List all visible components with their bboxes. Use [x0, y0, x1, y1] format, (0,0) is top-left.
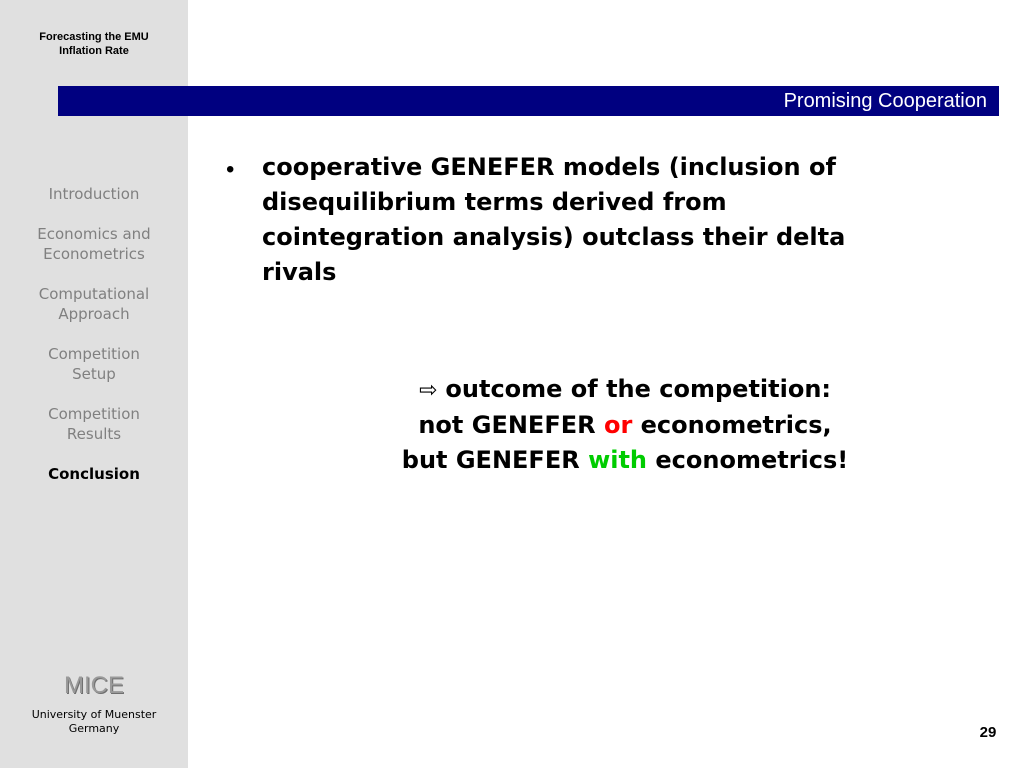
bullet-line: cooperative GENEFER models (inclusion of: [262, 153, 836, 181]
nav-item-label: Conclusion: [48, 465, 140, 483]
bullet-icon: •: [226, 156, 235, 183]
presentation-title-line1: Forecasting the EMU: [39, 31, 149, 43]
nav-item-label: Results: [66, 425, 122, 443]
slide-title: Promising Cooperation: [783, 90, 987, 112]
bullet-point: [262, 150, 962, 290]
nav-item-label: Introduction: [48, 185, 140, 203]
nav-item-competition-setup[interactable]: [0, 344, 188, 384]
bullet-line: rivals: [262, 258, 337, 286]
mice-logo: MICE: [64, 672, 124, 699]
presentation-title-line2: Inflation Rate: [59, 45, 129, 57]
nav-item-conclusion[interactable]: [0, 464, 188, 484]
presentation-title: [0, 30, 188, 58]
nav-item-competition-results[interactable]: [0, 404, 188, 444]
bullet-line: cointegration analysis) outclass their delta: [262, 223, 846, 251]
bullet-line: disequilibrium terms derived from: [262, 188, 727, 216]
highlight-with: with: [588, 446, 648, 474]
outcome-text: econometrics,: [632, 411, 832, 439]
nav-item-label: Approach: [58, 305, 130, 323]
university-line1: University of Muenster: [31, 708, 157, 721]
nav-item-label: Competition: [48, 345, 140, 363]
nav-item-label: Computational: [38, 285, 150, 303]
section-nav: [0, 184, 188, 504]
outcome-statement: [300, 372, 950, 478]
university-line2: Germany: [68, 722, 120, 735]
nav-item-introduction[interactable]: [0, 184, 188, 204]
outcome-text: not GENEFER: [418, 411, 604, 439]
university-name: [0, 708, 188, 736]
outcome-text: but GENEFER: [401, 446, 589, 474]
outcome-text: econometrics!: [647, 446, 849, 474]
nav-item-label: Setup: [72, 365, 116, 383]
outcome-heading: outcome of the competition:: [445, 375, 832, 403]
outcome-line-2: [300, 408, 950, 443]
outcome-line-3: [300, 443, 950, 478]
highlight-or: or: [603, 411, 633, 439]
outcome-line-1: [300, 372, 950, 408]
page-number: 29: [979, 724, 997, 741]
nav-item-label: Competition: [48, 405, 140, 423]
nav-item-label: Econometrics: [43, 245, 145, 263]
nav-item-economics-econometrics[interactable]: [0, 224, 188, 264]
right-arrow-icon: ⇨: [418, 378, 438, 403]
nav-item-label: Economics and: [37, 225, 151, 243]
slide-title-bar: [58, 86, 999, 116]
nav-item-computational-approach[interactable]: [0, 284, 188, 324]
